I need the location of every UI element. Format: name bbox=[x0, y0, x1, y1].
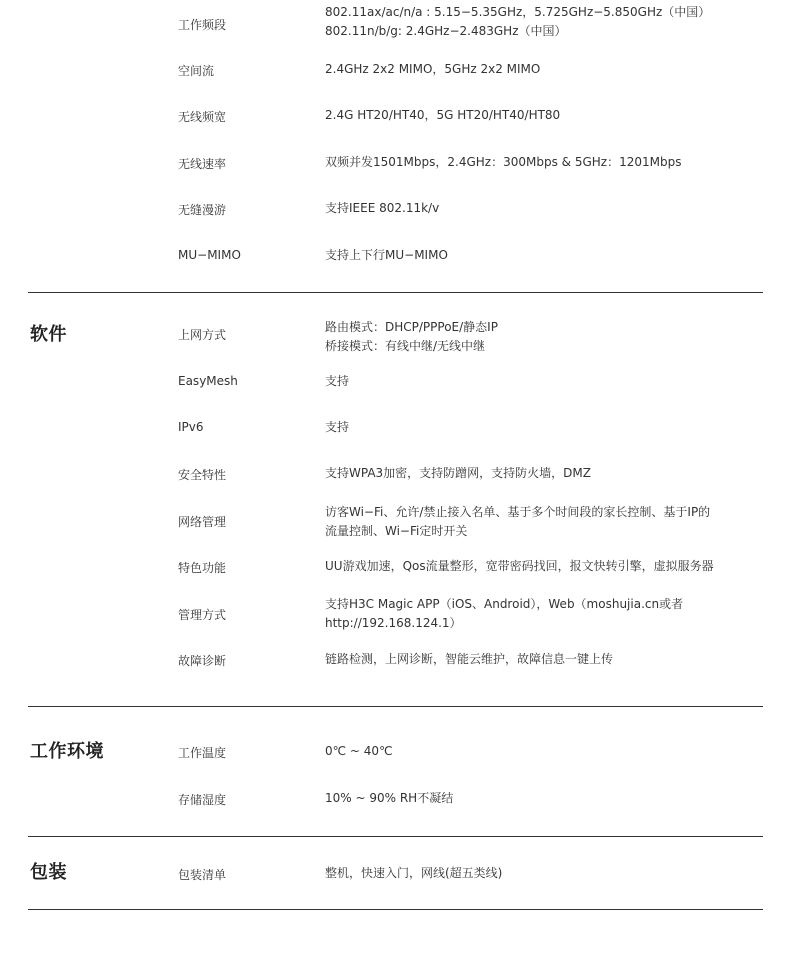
section-divider bbox=[28, 706, 763, 707]
spec-label: 故障诊断 bbox=[178, 654, 227, 668]
spec-value: 支持 bbox=[325, 374, 350, 388]
spec-value: 链路检测，上网诊断，智能云维护，故障信息一键上传 bbox=[325, 652, 614, 666]
spec-label: 管理方式 bbox=[178, 608, 227, 622]
spec-value: 0℃ ~ 40℃ bbox=[325, 744, 393, 758]
spec-value: 支持IEEE 802.11k/v bbox=[325, 201, 440, 215]
spec-value: 整机，快速入门，网线(超五类线) bbox=[325, 866, 503, 880]
spec-label: 特色功能 bbox=[178, 561, 227, 575]
spec-label: 无线频宽 bbox=[178, 110, 227, 124]
spec-value: UU游戏加速，Qos流量整形，宽带密码找回，报文快转引擎，虚拟服务器 bbox=[325, 559, 714, 573]
section-divider bbox=[28, 292, 763, 293]
spec-label: 空间流 bbox=[178, 64, 215, 78]
section-title-package: 包装 bbox=[30, 862, 67, 883]
spec-value: 支持H3C Magic APP（iOS、Android），Web（moshujia.cn或者 http://192.168.124.1） bbox=[325, 597, 684, 630]
spec-value: 路由模式：DHCP/PPPoE/静态IP 桥接模式：有线中继/无线中继 bbox=[325, 320, 498, 353]
spec-value: 支持 bbox=[325, 420, 350, 434]
spec-value: 双频并发1501Mbps，2.4GHz：300Mbps & 5GHz：1201Mbps bbox=[325, 155, 682, 169]
spec-label: 工作温度 bbox=[178, 746, 227, 760]
spec-label: 存储湿度 bbox=[178, 793, 227, 807]
spec-value: 802.11ax/ac/n/a : 5.15−5.35GHz，5.725GHz−5.850GHz（中国） 802.11n/b/g: 2.4GHz−2.483GHz（中国） bbox=[325, 5, 711, 38]
spec-label: 安全特性 bbox=[178, 468, 227, 482]
spec-label: EasyMesh bbox=[178, 374, 238, 388]
section-title-software: 软件 bbox=[30, 324, 67, 345]
spec-value: 2.4GHz 2x2 MIMO，5GHz 2x2 MIMO bbox=[325, 62, 541, 76]
spec-value: 支持上下行MU−MIMO bbox=[325, 248, 448, 262]
spec-label: 网络管理 bbox=[178, 515, 227, 529]
spec-label: 无线速率 bbox=[178, 157, 227, 171]
spec-value: 2.4G HT20/HT40，5G HT20/HT40/HT80 bbox=[325, 108, 561, 122]
section-divider bbox=[28, 909, 763, 910]
spec-value: 10% ~ 90% RH不凝结 bbox=[325, 791, 454, 805]
spec-label: 包装清单 bbox=[178, 868, 227, 882]
spec-label: 无缝漫游 bbox=[178, 203, 227, 217]
spec-label: IPv6 bbox=[178, 420, 204, 434]
section-divider bbox=[28, 836, 763, 837]
spec-label: 上网方式 bbox=[178, 328, 227, 342]
section-title-environment: 工作环境 bbox=[30, 741, 104, 762]
spec-label: 工作频段 bbox=[178, 18, 227, 32]
spec-value: 支持WPA3加密，支持防蹭网，支持防火墙，DMZ bbox=[325, 466, 591, 480]
spec-label: MU−MIMO bbox=[178, 248, 241, 262]
spec-value: 访客Wi−Fi、允许/禁止接入名单、基于多个时间段的家长控制、基于IP的 流量控制、Wi−Fi定时开关 bbox=[325, 505, 711, 538]
